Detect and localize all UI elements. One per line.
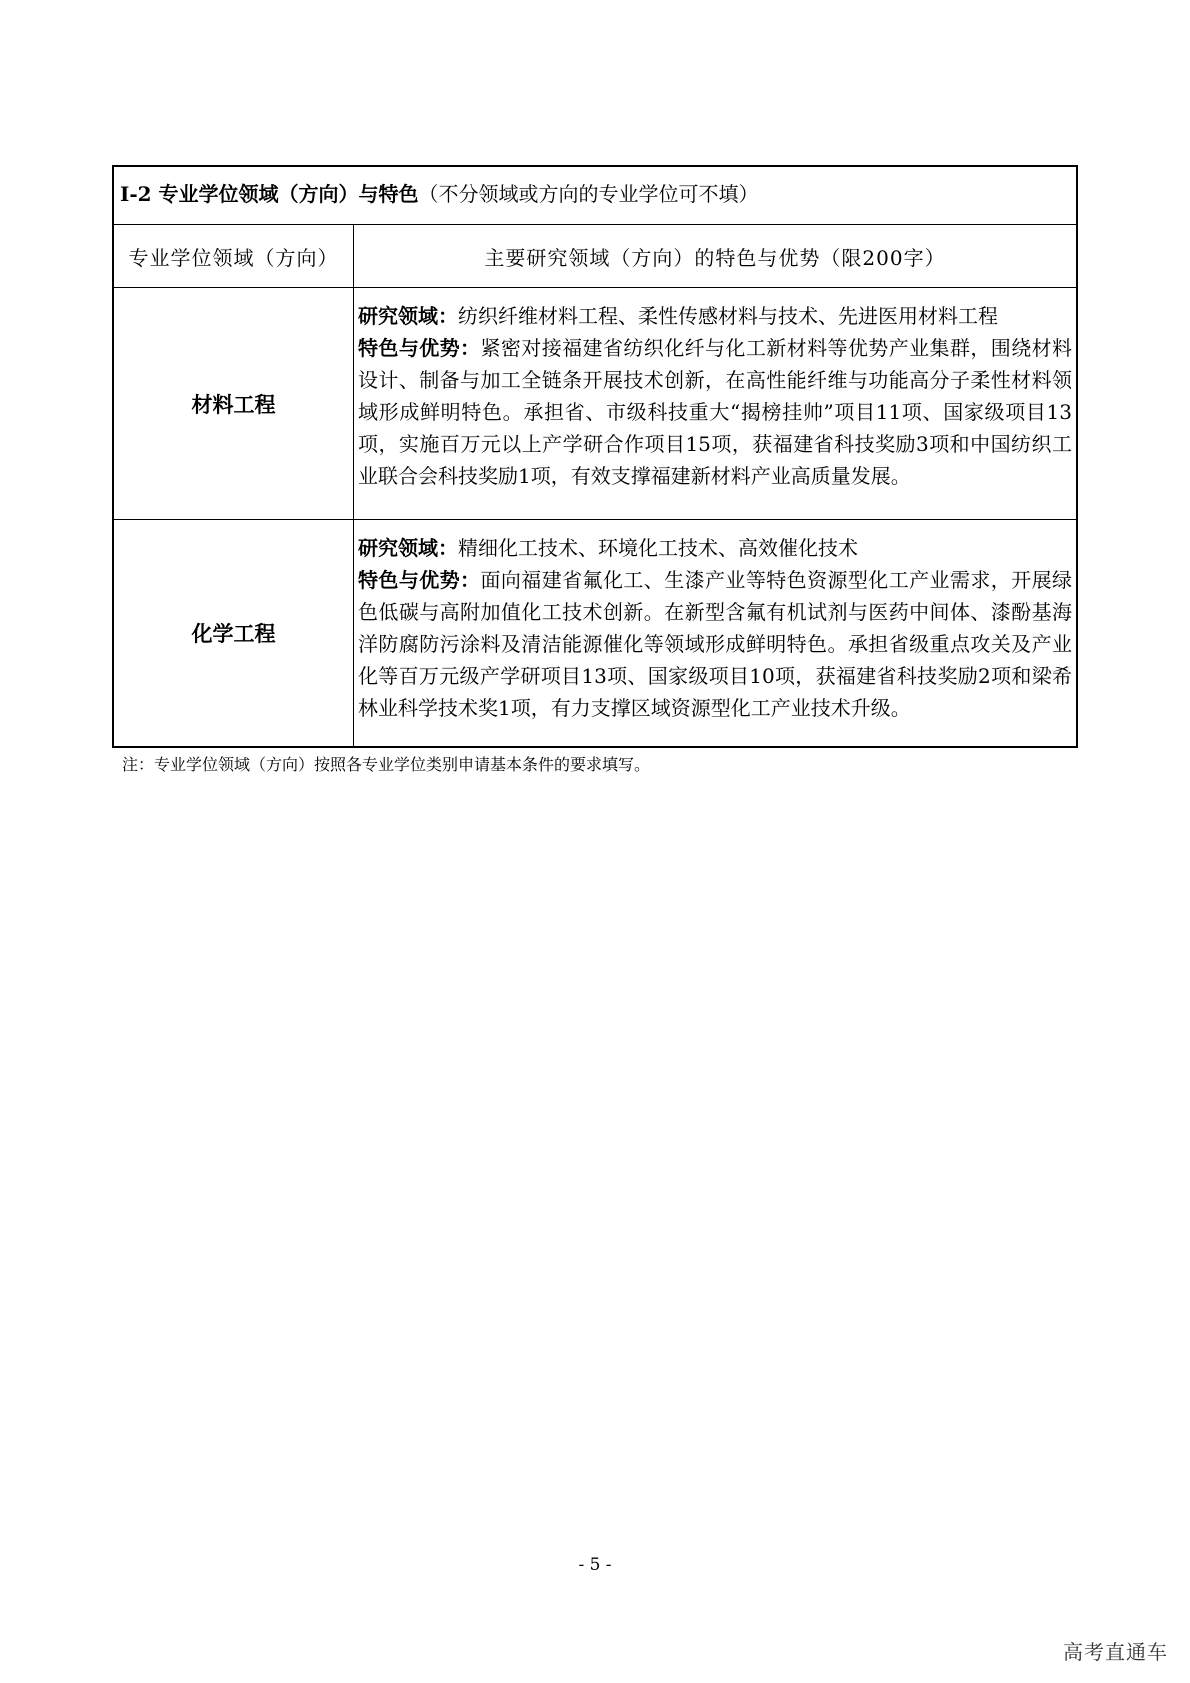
field-name: 材料工程	[191, 391, 276, 417]
feature-text: 面向福建省氟化工、生漆产业等特色资源型化工产业需求，开展绿色低碳与高附加值化工技术创新。在新型含氟有机试剂与医药中间体、漆酚基海洋防腐防污涂料及清洁能源催化等领域形成鲜明特色。承担省级重点攻关及产业化等百万元级产学研项目13项、国家级项目10项，获福建省科技奖励2项和梁希林业科学技术奖1项，有力支撑区域资源型化工产业技术升级。	[358, 568, 1073, 720]
feature-content	[354, 288, 1076, 492]
feature-text: 紧密对接福建省纺织化纤与化工新材料等优势产业集群，围绕材料设计、制备与加工全链条开展技术创新，在高性能纤维与功能高分子柔性材料领域形成鲜明特色。承担省、市级科技重大“揭榜挂帅”项目11项、国家级项目13项，实施百万元以上产学研合作项目15项，获福建省科技奖励3项和中国纺织工业联合会科技奖励1项，有效支撑福建新材料产业高质量发展。	[358, 336, 1073, 488]
table-header-row	[114, 225, 1076, 288]
field-name: 化学工程	[191, 621, 276, 646]
page-number: - 5 -	[578, 1555, 612, 1575]
header-field-column: 专业学位领域（方向）	[114, 225, 354, 287]
feature-label: 特色与优势：	[358, 336, 481, 360]
field-cell	[114, 288, 354, 519]
table-row	[114, 288, 1076, 520]
table-title-note: （不分领域或方向的专业学位可不填）	[418, 182, 759, 206]
header-feature-column: 主要研究领域（方向）的特色与优势（限200字）	[484, 245, 946, 270]
feature-content	[354, 520, 1076, 724]
table-title: I-2 专业学位领域（方向）与特色	[120, 182, 419, 206]
table-title-row	[114, 167, 1076, 225]
feature-label: 特色与优势：	[358, 568, 481, 592]
specialty-table	[112, 165, 1078, 748]
field-cell	[114, 520, 354, 746]
feature-cell	[354, 520, 1076, 746]
table-row	[114, 520, 1076, 746]
research-label: 研究领域：	[358, 536, 458, 560]
watermark: 高考直通车	[1063, 1642, 1168, 1664]
research-text: 纺织纤维材料工程、柔性传感材料与技术、先进医用材料工程	[458, 304, 998, 328]
feature-cell	[354, 288, 1076, 519]
table-footnote: 注：专业学位领域（方向）按照各专业学位类别申请基本条件的要求填写。	[122, 755, 651, 774]
research-label: 研究领域：	[358, 304, 458, 328]
research-text: 精细化工技术、环境化工技术、高效催化技术	[458, 536, 858, 560]
